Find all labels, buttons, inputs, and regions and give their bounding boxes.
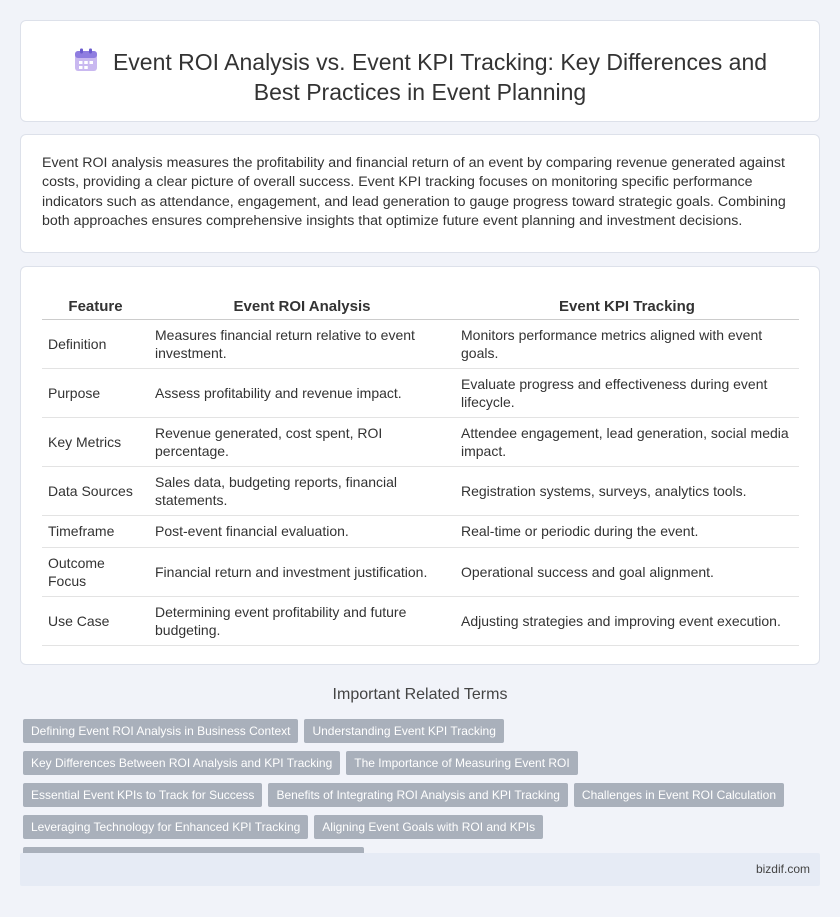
row-feature: Use Case [42,596,149,645]
calendar-icon [73,47,99,73]
row-kpi: Real-time or periodic during the event. [455,515,799,547]
row-kpi: Adjusting strategies and improving event execution. [455,596,799,645]
row-feature: Data Sources [42,466,149,515]
comparison-table [42,295,799,646]
row-roi: Measures financial return relative to event investment. [149,319,455,368]
row-roi: Assess profitability and revenue impact. [149,368,455,417]
related-term-tag[interactable]: Defining Event ROI Analysis in Business Context [23,719,298,743]
row-roi: Sales data, budgeting reports, financial statements. [149,466,455,515]
table-row [42,319,799,368]
table-row [42,466,799,515]
row-roi: Revenue generated, cost spent, ROI percentage. [149,417,455,466]
row-kpi: Operational success and goal alignment. [455,547,799,596]
table-row [42,417,799,466]
header-roi: Event ROI Analysis [149,295,455,319]
table-header-row [42,295,799,319]
row-roi: Post-event financial evaluation. [149,515,455,547]
intro-card [20,134,820,253]
related-term-tag[interactable]: Benefits of Integrating ROI Analysis and KPI Tracking [268,783,567,807]
title-line-2: Best Practices in Event Planning [253,79,587,105]
row-feature: Definition [42,319,149,368]
intro-text: Event ROI analysis measures the profitability and financial return of an event by comparing revenue generated against costs, providing a clear picture of overall success. Event KPI tracking focuses on monitoring specific performance indicators such as attendance, engagement, and lead generation to gauge progress toward strategic goals. Combining both approaches ensures comprehensive insights that optimize future event planning and investment decisions. [42,155,786,229]
table-row [42,368,799,417]
table-row [42,547,799,596]
related-term-tag[interactable]: Understanding Event KPI Tracking [304,719,503,743]
row-kpi: Registration systems, surveys, analytics tools. [455,466,799,515]
row-feature: Purpose [42,368,149,417]
comparison-card [20,266,820,665]
related-terms-list [23,719,817,871]
row-kpi: Monitors performance metrics aligned with event goals. [455,319,799,368]
header-kpi: Event KPI Tracking [455,295,799,319]
related-term-tag[interactable]: Aligning Event Goals with ROI and KPIs [314,815,543,839]
related-term-tag[interactable]: Key Differences Between ROI Analysis and KPI Tracking [23,751,340,775]
header-feature: Feature [42,295,149,319]
row-kpi: Evaluate progress and effectiveness during event lifecycle. [455,368,799,417]
row-roi: Financial return and investment justification. [149,547,455,596]
table-row [42,596,799,645]
row-feature: Timeframe [42,515,149,547]
related-term-tag[interactable]: Essential Event KPIs to Track for Success [23,783,262,807]
row-kpi: Attendee engagement, lead generation, social media impact. [455,417,799,466]
related-terms-title: Important Related Terms [332,686,508,703]
row-feature: Key Metrics [42,417,149,466]
row-roi: Determining event profitability and future budgeting. [149,596,455,645]
related-term-tag[interactable]: Leveraging Technology for Enhanced KPI Tracking [23,815,308,839]
page-title [21,47,819,107]
footer-site-link[interactable]: bizdif.com [755,862,810,876]
row-feature: Outcome Focus [42,547,149,596]
table-row [42,515,799,547]
footer-bar [20,853,820,886]
related-term-tag[interactable]: The Importance of Measuring Event ROI [346,751,577,775]
related-term-tag[interactable]: Challenges in Event ROI Calculation [574,783,784,807]
header-card [20,20,820,122]
title-line-1: Event ROI Analysis vs. Event KPI Tracking: Key Differences and [112,49,768,75]
